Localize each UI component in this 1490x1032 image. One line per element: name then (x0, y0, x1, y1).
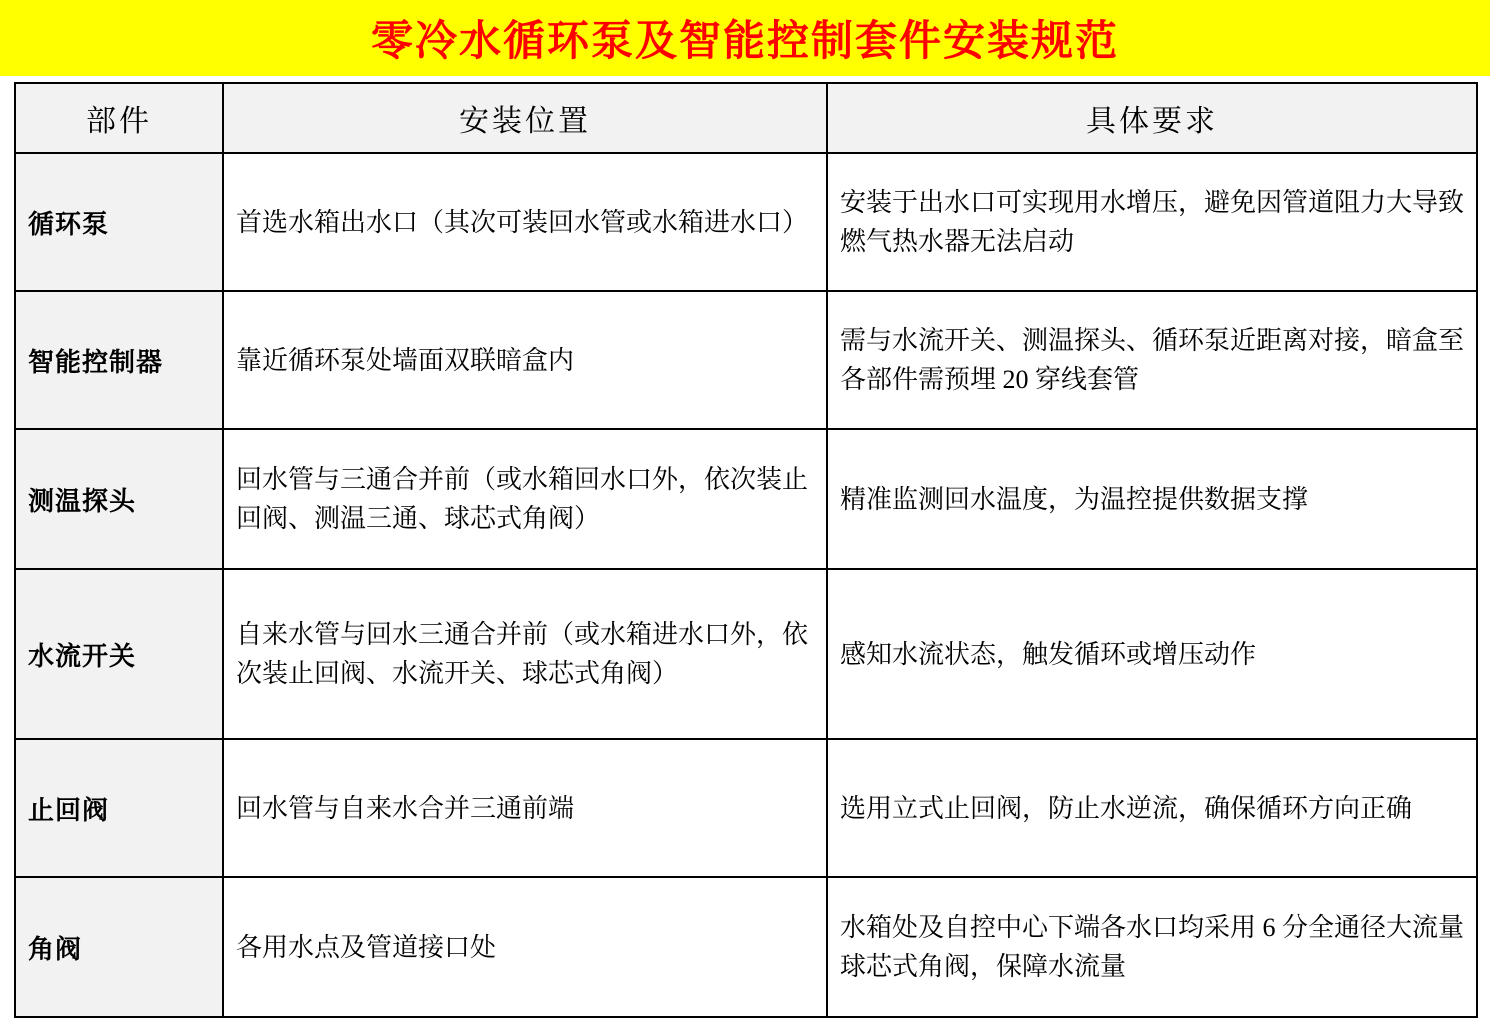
table-header-row (15, 83, 1477, 153)
cell-part: 测温探头 (15, 429, 223, 569)
cell-position: 自来水管与回水三通合并前（或水箱进水口外，依次装止回阀、水流开关、球芯式角阀） (223, 569, 827, 739)
table-row (15, 877, 1477, 1017)
table-row (15, 291, 1477, 429)
cell-requirement: 选用立式止回阀，防止水逆流，确保循环方向正确 (827, 739, 1477, 877)
cell-part: 止回阀 (15, 739, 223, 877)
cell-position: 首选水箱出水口（其次可装回水管或水箱进水口） (223, 153, 827, 291)
cell-requirement: 感知水流状态，触发循环或增压动作 (827, 569, 1477, 739)
table-header (15, 83, 1477, 153)
table-body (15, 153, 1477, 1017)
installation-spec-table (14, 82, 1478, 1018)
cell-requirement: 安装于出水口可实现用水增压，避免因管道阻力大导致燃气热水器无法启动 (827, 153, 1477, 291)
cell-part: 循环泵 (15, 153, 223, 291)
cell-part: 智能控制器 (15, 291, 223, 429)
table-row (15, 153, 1477, 291)
cell-position: 各用水点及管道接口处 (223, 877, 827, 1017)
column-header-part: 部件 (15, 83, 223, 153)
table-row (15, 739, 1477, 877)
page-title: 零冷水循环泵及智能控制套件安装规范 (370, 19, 1119, 65)
cell-requirement: 水箱处及自控中心下端各水口均采用 6 分全通径大流量球芯式角阀，保障水流量 (827, 877, 1477, 1017)
table-row (15, 569, 1477, 739)
table-row (15, 429, 1477, 569)
cell-position: 回水管与自来水合并三通前端 (223, 739, 827, 877)
document-title-bar (0, 0, 1490, 76)
cell-part: 角阀 (15, 877, 223, 1017)
column-header-requirement: 具体要求 (827, 83, 1477, 153)
column-header-position: 安装位置 (223, 83, 827, 153)
cell-position: 回水管与三通合并前（或水箱回水口外，依次装止回阀、测温三通、球芯式角阀） (223, 429, 827, 569)
cell-part: 水流开关 (15, 569, 223, 739)
cell-position: 靠近循环泵处墙面双联暗盒内 (223, 291, 827, 429)
cell-requirement: 精准监测回水温度，为温控提供数据支撑 (827, 429, 1477, 569)
cell-requirement: 需与水流开关、测温探头、循环泵近距离对接，暗盒至各部件需预埋 20 穿线套管 (827, 291, 1477, 429)
